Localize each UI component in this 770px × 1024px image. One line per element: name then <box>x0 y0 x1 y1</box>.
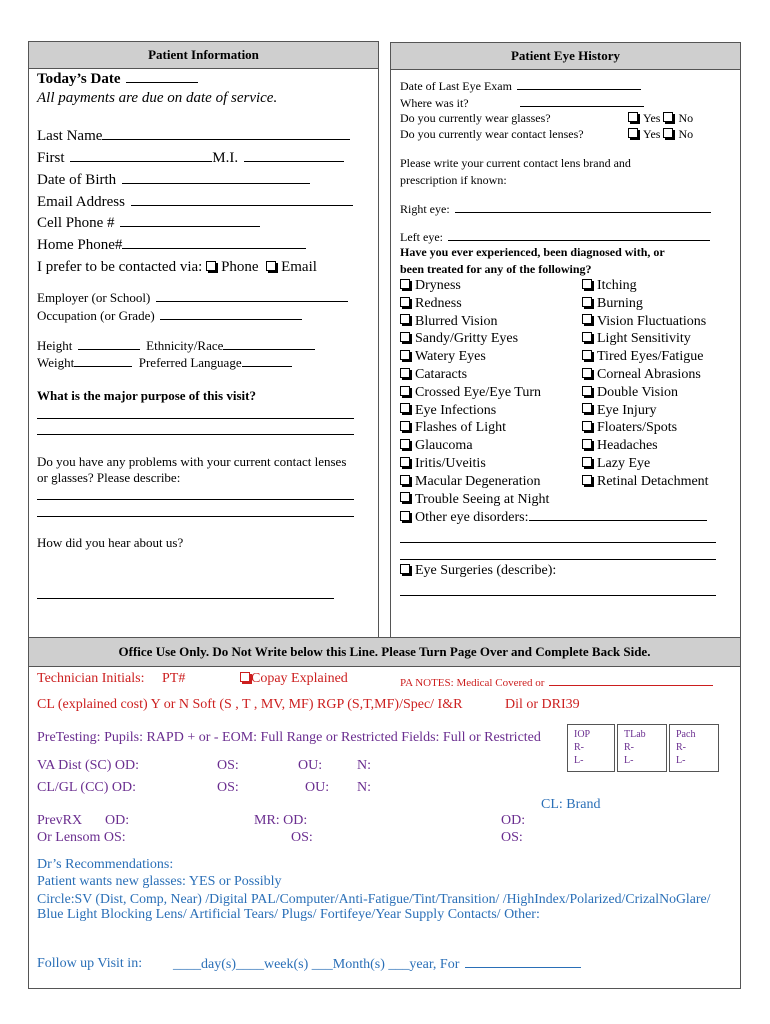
tlab-left: L- <box>624 755 634 766</box>
tlab-title: TLab <box>624 729 646 740</box>
condition-right-item[interactable] <box>582 278 637 294</box>
experienced-question-2: been treated for any of the following? <box>400 262 592 276</box>
condition-right-item[interactable] <box>582 349 703 365</box>
condition-left-checkbox[interactable] <box>400 314 410 324</box>
condition-left-label: Sandy/Gritty Eyes <box>415 331 519 347</box>
condition-left-checkbox[interactable] <box>400 350 410 360</box>
right-eye-field[interactable]: Right eye: <box>400 201 711 217</box>
iop-right: R- <box>574 742 584 753</box>
glasses-yes-checkbox[interactable] <box>628 112 638 122</box>
condition-left-item[interactable] <box>400 403 496 419</box>
iop-box[interactable] <box>567 724 615 772</box>
prevrx-od[interactable]: OD: <box>105 813 130 828</box>
condition-right-checkbox[interactable] <box>582 421 592 431</box>
condition-right-label: Tired Eyes/Fatigue <box>597 349 704 365</box>
glasses-question: Do you currently wear glasses? <box>400 111 551 125</box>
condition-left-item[interactable] <box>400 314 498 330</box>
mr-os[interactable]: OS: <box>291 830 313 845</box>
email-field[interactable]: Email Address <box>37 194 353 211</box>
condition-right-item[interactable] <box>582 296 643 312</box>
hear-line[interactable] <box>37 598 334 599</box>
pach-box[interactable] <box>669 724 719 772</box>
condition-right-label: Lazy Eye <box>597 456 651 471</box>
home-phone-field[interactable]: Home Phone# <box>37 237 306 254</box>
height-field[interactable]: Height Ethnicity/Race <box>37 338 315 354</box>
condition-left-checkbox[interactable] <box>400 457 410 467</box>
technician-initials[interactable]: Technician Initials: <box>37 671 145 686</box>
condition-left-item[interactable] <box>400 367 467 383</box>
condition-left-checkbox[interactable] <box>400 332 410 342</box>
lensom-os[interactable]: Or Lensom OS: <box>37 830 126 845</box>
iop-title: IOP <box>574 729 591 740</box>
condition-right-item[interactable] <box>582 403 656 419</box>
pa-notes[interactable]: PA NOTES: Medical Covered or <box>400 674 713 689</box>
condition-left-label: Iritis/Uveitis <box>415 456 486 471</box>
condition-left-label: Eye Infections <box>415 402 497 418</box>
last-exam-field[interactable]: Date of Last Eye Exam <box>400 78 641 94</box>
glasses-recommendation: Patient wants new glasses: YES or Possibly <box>37 874 282 889</box>
condition-right-item[interactable] <box>582 385 678 401</box>
condition-right-checkbox[interactable] <box>582 386 592 396</box>
problems-question-1: Do you have any problems with your current contact lenses <box>37 454 347 469</box>
cl-explained-line: CL (explained cost) Y or N Soft (S , T , MV, MF) RGP (S,T,MF)/Spec/ I&R <box>37 697 463 712</box>
surgeries-field[interactable]: Eye Surgeries (describe): <box>400 563 556 579</box>
purpose-question: What is the major purpose of this visit? <box>37 388 256 403</box>
condition-left-label: Trouble Seeing at Night <box>415 491 550 507</box>
condition-left-checkbox[interactable] <box>400 492 410 502</box>
condition-right-item[interactable] <box>582 474 709 490</box>
condition-left-item[interactable] <box>400 474 541 490</box>
condition-right-label: Burning <box>597 295 643 311</box>
left-eye-field[interactable]: Left eye: <box>400 229 710 245</box>
condition-left-checkbox[interactable] <box>400 297 410 307</box>
contacts-question: Do you currently wear contact lenses? <box>400 127 584 141</box>
condition-right-checkbox[interactable] <box>582 368 592 378</box>
surgeries-line[interactable] <box>400 595 716 596</box>
where-field[interactable]: Where was it? <box>400 95 644 111</box>
condition-left-label: Dryness <box>415 278 461 293</box>
condition-right-checkbox[interactable] <box>582 297 592 307</box>
purpose-line-2[interactable] <box>37 434 354 435</box>
office-use-header: Office Use Only. Do Not Write below this Line. Please Turn Page Over and Complete Back Side. <box>29 638 740 667</box>
va-dist-n[interactable]: N: <box>357 758 371 773</box>
follow-up-label: Follow up Visit in: <box>37 956 143 971</box>
contacts-no-checkbox[interactable] <box>663 128 673 138</box>
va-dist-ou[interactable]: OU: <box>298 758 323 773</box>
tlab-box[interactable] <box>617 724 667 772</box>
condition-right-label: Corneal Abrasions <box>597 367 701 382</box>
contacts-options: Yes No <box>628 127 693 142</box>
condition-right-item[interactable] <box>582 420 677 436</box>
condition-left-label: Glaucoma <box>415 438 473 454</box>
last-name-field[interactable]: Last Name <box>37 128 350 145</box>
experienced-question-1: Have you ever experienced, been diagnosed with, or <box>400 245 665 259</box>
condition-right-checkbox[interactable] <box>582 332 592 342</box>
condition-left-item[interactable] <box>400 438 473 454</box>
clgl-n[interactable]: N: <box>357 780 371 795</box>
glasses-options: Yes No <box>628 111 693 126</box>
condition-left-label: Blurred Vision <box>415 313 498 329</box>
cl-od[interactable]: OD: <box>501 813 526 828</box>
condition-right-item[interactable] <box>582 367 701 383</box>
brand-question-2: prescription if known: <box>400 173 507 187</box>
condition-right-checkbox[interactable] <box>582 314 592 324</box>
brand-question-1: Please write your current contact lens brand and <box>400 156 631 170</box>
condition-left-item[interactable] <box>400 349 486 365</box>
blue-light-options: Blue Light Blocking Lens/ Artificial Tears/ Plugs/ Fortifeye/Year Supply Contacts/ Other: <box>37 907 540 922</box>
condition-right-checkbox[interactable] <box>582 475 592 485</box>
hear-question: How did you hear about us? <box>37 535 184 550</box>
surgeries-checkbox[interactable] <box>400 564 410 574</box>
condition-left-item[interactable] <box>400 331 518 347</box>
tlab-right: R- <box>624 742 634 753</box>
other-disorders-checkbox[interactable] <box>400 511 410 521</box>
condition-right-checkbox[interactable] <box>582 350 592 360</box>
payments-note: All payments are due on date of service. <box>37 90 278 106</box>
condition-right-label: Vision Fluctuations <box>597 313 707 329</box>
other-line-2[interactable] <box>400 559 716 560</box>
prevrx-label: PrevRX <box>37 813 83 828</box>
pretesting-line: PreTesting: Pupils: RAPD + or - EOM: Full Range or Restricted Fields: Full or Restricted <box>37 730 541 745</box>
condition-right-label: Retinal Detachment <box>597 473 709 489</box>
condition-right-label: Floaters/Spots <box>597 420 678 436</box>
condition-right-label: Light Sensitivity <box>597 331 691 347</box>
condition-right-label: Itching <box>597 278 637 293</box>
cell-phone-field[interactable]: Cell Phone # <box>37 215 260 232</box>
lens-options-circle: Circle:SV (Dist, Comp, Near) /Digital PAL/Computer/Anti-Fatigue/Tint/Transition/ /HighIndex/Polarized/CrizalNoGlare/ <box>37 891 711 906</box>
condition-left-checkbox[interactable] <box>400 279 410 289</box>
clgl-ou[interactable]: OU: <box>305 780 330 795</box>
condition-left-checkbox[interactable] <box>400 386 410 396</box>
condition-left-label: Macular Degeneration <box>415 473 541 489</box>
employer-field[interactable]: Employer (or School) <box>37 290 348 306</box>
contact-preference: I prefer to be contacted via: Phone Email <box>37 259 317 275</box>
condition-right-item[interactable] <box>582 314 706 330</box>
condition-left-checkbox[interactable] <box>400 475 410 485</box>
follow-up-fields[interactable]: ____day(s)____week(s) ___Month(s) ___year, For <box>173 956 581 973</box>
condition-left-item[interactable] <box>400 492 549 508</box>
condition-left-label: Cataracts <box>415 367 468 382</box>
other-disorders-field[interactable]: Other eye disorders: <box>400 509 707 526</box>
occupation-field[interactable]: Occupation (or Grade) <box>37 308 302 324</box>
dil-option: Dil or DRI39 <box>505 697 580 712</box>
office-use-panel <box>28 637 741 989</box>
pach-left: L- <box>676 755 686 766</box>
condition-right-label: Headaches <box>597 438 658 454</box>
condition-left-label: Watery Eyes <box>415 349 486 365</box>
dr-recommendations: Dr’s Recommendations: <box>37 857 174 872</box>
va-dist-od[interactable]: VA Dist (SC) OD: <box>37 758 140 773</box>
condition-left-item[interactable] <box>400 278 461 294</box>
problems-line-1[interactable] <box>37 499 354 500</box>
weight-field[interactable]: Weight Preferred Language <box>37 355 292 371</box>
condition-left-label: Crossed Eye/Eye Turn <box>415 384 541 400</box>
iop-left: L- <box>574 755 584 766</box>
condition-left-checkbox[interactable] <box>400 421 410 431</box>
patient-info-header: Patient Information <box>29 42 378 69</box>
condition-left-label: Flashes of Light <box>415 420 506 436</box>
condition-right-checkbox[interactable] <box>582 439 592 449</box>
condition-right-item[interactable] <box>582 438 658 454</box>
condition-left-item[interactable] <box>400 296 462 312</box>
problems-question-2: or glasses? Please describe: <box>37 470 181 485</box>
cl-brand[interactable]: CL: Brand <box>541 797 601 812</box>
phone-checkbox[interactable] <box>206 261 216 271</box>
condition-right-item[interactable] <box>582 331 691 347</box>
clgl-od[interactable]: CL/GL (CC) OD: <box>37 780 137 795</box>
condition-right-checkbox[interactable] <box>582 403 592 413</box>
copay-checkbox[interactable] <box>240 672 250 682</box>
todays-date-label: Today’s Date <box>37 71 198 88</box>
email-checkbox[interactable] <box>266 261 276 271</box>
clgl-os[interactable]: OS: <box>217 780 239 795</box>
dob-field[interactable]: Date of Birth <box>37 172 310 189</box>
other-line-1[interactable] <box>400 542 716 543</box>
purpose-line-1[interactable] <box>37 418 354 419</box>
condition-right-item[interactable] <box>582 456 650 472</box>
contacts-yes-checkbox[interactable] <box>628 128 638 138</box>
copay-explained[interactable]: Copay Explained <box>240 671 348 687</box>
condition-left-checkbox[interactable] <box>400 368 410 378</box>
condition-right-checkbox[interactable] <box>582 457 592 467</box>
condition-right-label: Eye Injury <box>597 402 657 418</box>
cl-os[interactable]: OS: <box>501 830 523 845</box>
condition-left-label: Redness <box>415 295 462 311</box>
condition-right-checkbox[interactable] <box>582 279 592 289</box>
glasses-no-checkbox[interactable] <box>663 112 673 122</box>
eye-history-header: Patient Eye History <box>391 43 740 70</box>
condition-left-checkbox[interactable] <box>400 403 410 413</box>
first-name-field[interactable]: First M.I. <box>37 150 344 167</box>
pach-right: R- <box>676 742 686 753</box>
pach-title: Pach <box>676 729 696 740</box>
condition-left-item[interactable] <box>400 385 541 401</box>
va-dist-os[interactable]: OS: <box>217 758 239 773</box>
pt-number[interactable]: PT# <box>162 671 186 686</box>
problems-line-2[interactable] <box>37 516 354 517</box>
condition-right-label: Double Vision <box>597 384 678 400</box>
mr-od[interactable]: MR: OD: <box>254 813 308 828</box>
condition-left-item[interactable] <box>400 456 486 472</box>
condition-left-item[interactable] <box>400 420 506 436</box>
condition-left-checkbox[interactable] <box>400 439 410 449</box>
